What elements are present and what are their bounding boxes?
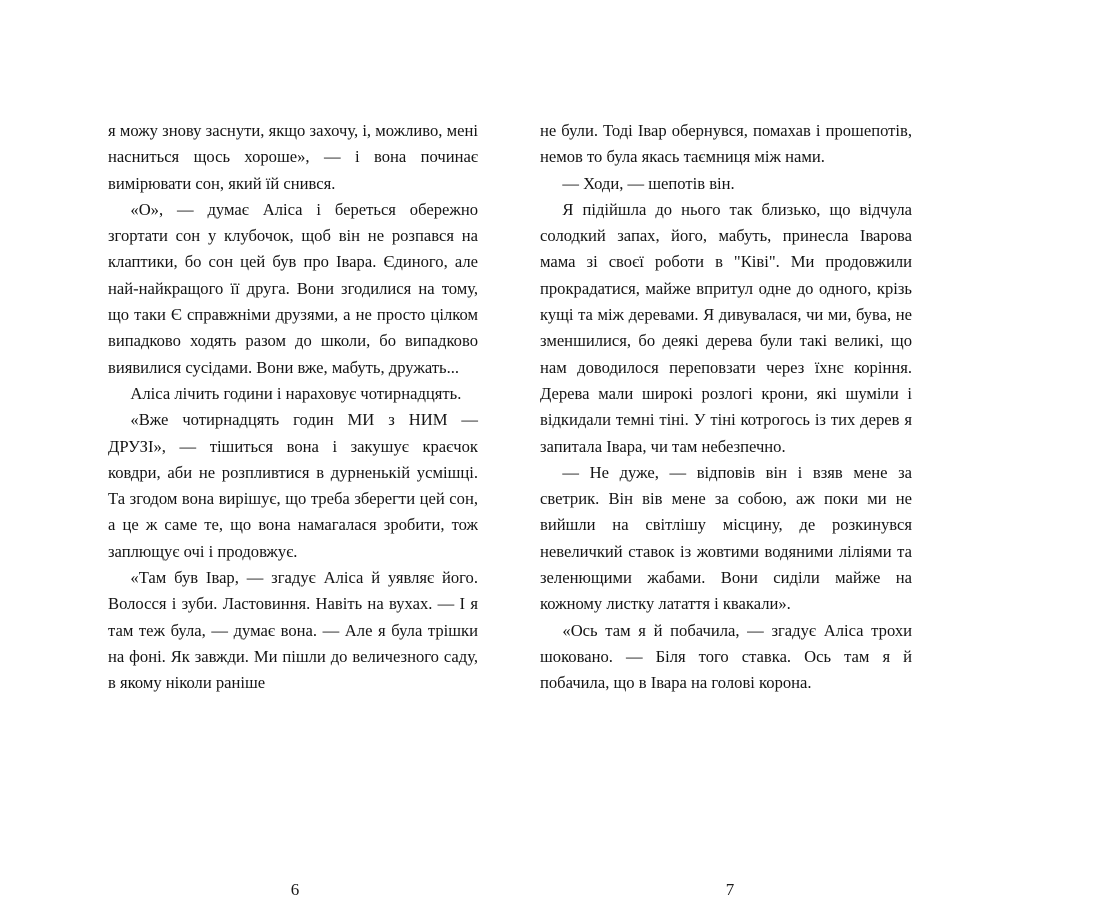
paragraph: — Не дуже, — відповів він і взяв мене за светрик. Він вів мене за собою, аж поки ми не вийшли на світлішу місцину, де розкинувся невеличкий ставок із жовтими водяними ліліями та зеленющими жабами. Вони сиділи майже на кожному листку латаття і квакали». xyxy=(540,462,912,614)
right-page xyxy=(540,118,912,899)
page-number-left: 6 xyxy=(290,880,300,899)
paragraph: я можу знову заснути, якщо захочу, і, можливо, мені насниться щось хороше», — і вона починає вимірювати сон, який їй снився. xyxy=(108,121,478,193)
paragraph: не були. Тоді Івар обернувся, помахав і прошепотів, немов то була якась таємниця між нами. xyxy=(540,121,912,167)
page-number-right: 7 xyxy=(725,880,735,899)
paragraph: — Ходи, — шепотів він. xyxy=(562,173,735,193)
paragraph: «О», — думає Аліса і береться обережно згортати сон у клубочок, щоб він не розпався на клаптики, бо сон цей був про Івара. Єдиного, але най-найкращого її друга. Вони згодилися на тому, що таки Є справжніми друзями, а не просто цілком випадково ходять разом до школи, бо випадково виявилися сусідами. Вони вже, мабуть, дружать... xyxy=(108,199,478,377)
paragraph: «Вже чотирнадцять годин МИ з НИМ — ДРУЗІ», — тішиться вона і закушує краєчок ковдри, аби не розпливтися в дурненькій усмішці. Та згодом вона вирішує, що треба зберегти цей сон, а це ж саме те, що вона намагалася зробити, тож заплющує очі і продовжує. xyxy=(108,410,478,561)
paragraph: Аліса лічить години і нараховує чотирнадцять. xyxy=(130,383,462,403)
left-page-text xyxy=(108,118,478,697)
right-page-text xyxy=(540,118,912,697)
paragraph: «Там був Івар, — згадує Аліса й уявляє його. Волосся і зуби. Ластовиння. Навіть на вухах. — І я там теж була, — думає вона. — Але я була трішки на фоні. Як завжди. Ми пішли до величезного саду, в якому ніколи раніше xyxy=(108,568,478,693)
left-page xyxy=(108,118,478,899)
paragraph: Я підійшла до нього так близько, що відчула солодкий запах, його, мабуть, принесла Іварова мама зі своєї роботи в "Ківі". Ми продовжили прокрадатися, майже впритул одне до одного, крізь кущі та між деревами. Я дивувалася, чи ми, бува, не зменшилися, бо деякі дерева були такі великі, що нам доводилося переповзати через їхнє коріння. Дерева мали широкі розлогі крони, які шуміли і відкидали темні тіні. У тіні котрогось із тих дерев я запитала Івара, чи там небезпечно. xyxy=(540,199,912,456)
paragraph: «Ось там я й побачила, — згадує Аліса трохи шоковано. — Біля того ставка. Ось там я й побачила, що в Івара на голові корона. xyxy=(540,620,912,693)
